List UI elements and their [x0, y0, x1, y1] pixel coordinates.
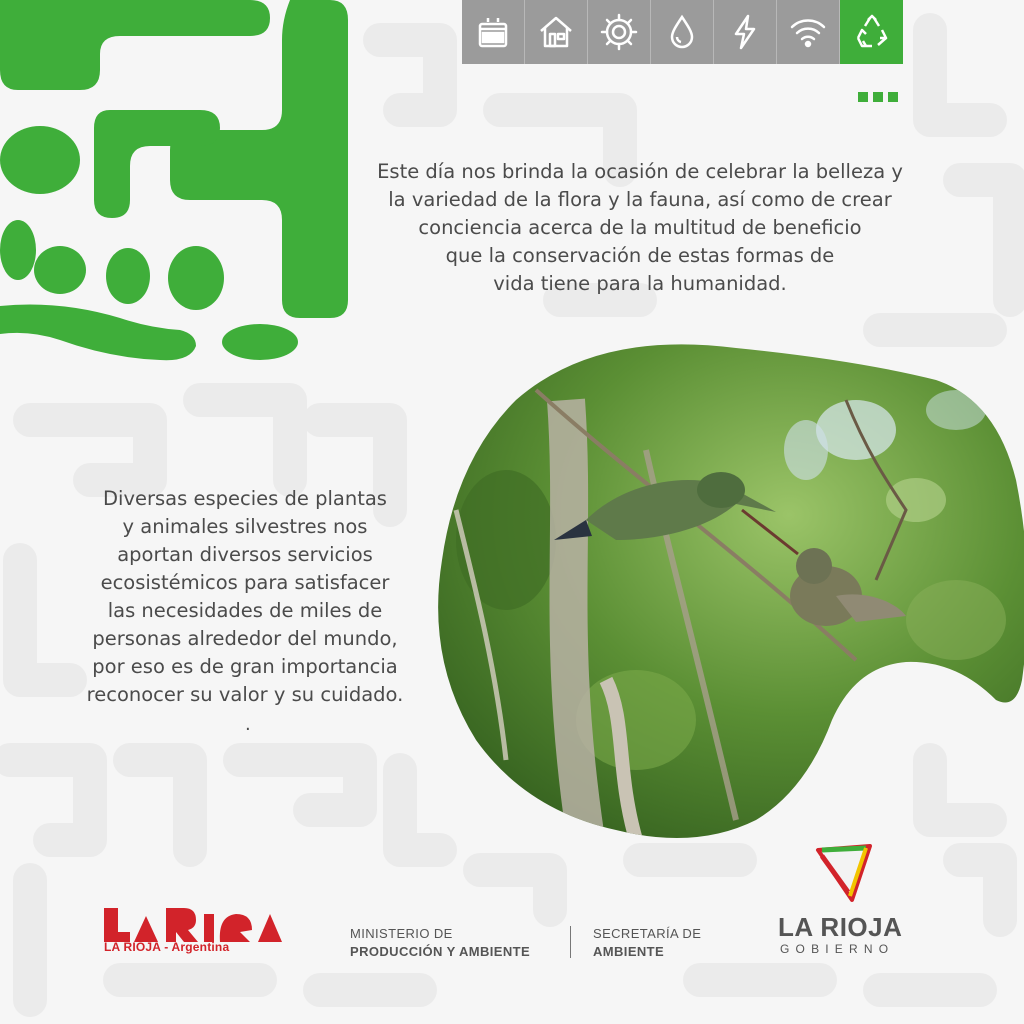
toolbar-button-wifi[interactable]	[777, 0, 840, 64]
brand-caption: LA RIOJA - Argentina	[104, 940, 230, 954]
wifi-icon	[788, 12, 828, 52]
pagination-dots	[858, 92, 898, 102]
lightning-icon	[725, 12, 765, 52]
secretaria-label	[593, 925, 701, 961]
toolbar-button-water[interactable]	[651, 0, 714, 64]
gear-icon	[599, 12, 639, 52]
ministerio-line2: PRODUCCIÓN Y AMBIENTE	[350, 944, 531, 959]
secretaria-line1: SECRETARÍA DE	[593, 926, 702, 941]
toolbar-button-energy[interactable]	[714, 0, 777, 64]
toolbar-button-home[interactable]	[525, 0, 588, 64]
water-drop-icon	[662, 12, 702, 52]
gobierno-emblem-icon	[812, 842, 876, 908]
category-toolbar	[462, 0, 906, 64]
secretaria-line2: AMBIENTE	[593, 944, 665, 959]
toolbar-button-recycle[interactable]	[840, 0, 903, 64]
gobierno-title: LA RIOJA	[778, 912, 903, 942]
hummingbird-photo	[436, 340, 1024, 840]
ministerio-label	[350, 925, 530, 961]
intro-paragraph: Este día nos brinda la ocasión de celebrar la belleza y la variedad de la flora y la fauna, así como de crear conciencia acerca de la multitud de beneficio que la conservación de estas formas de vida tiene para la humanidad.	[377, 160, 903, 295]
ministerio-line1: MINISTERIO DE	[350, 926, 453, 941]
body-paragraph: Diversas especies de plantas y animales silvestres nos aportan diversos servicios ecosistémicos para satisfacer las necesidades de miles de personas alrededor del mundo, por eso es de gran importancia reconocer su valor y su cuidado.	[86, 487, 404, 706]
toolbar-button-settings[interactable]	[588, 0, 651, 64]
gobierno-subtitle: GOBIERNO	[780, 942, 895, 956]
house-icon	[536, 12, 576, 52]
recycle-icon	[852, 12, 892, 52]
toolbar-button-cooking[interactable]	[462, 0, 525, 64]
dot-mark: .	[245, 714, 251, 735]
green-decoration	[0, 0, 360, 370]
cooking-pot-icon	[473, 12, 513, 52]
footer-divider	[570, 926, 571, 958]
